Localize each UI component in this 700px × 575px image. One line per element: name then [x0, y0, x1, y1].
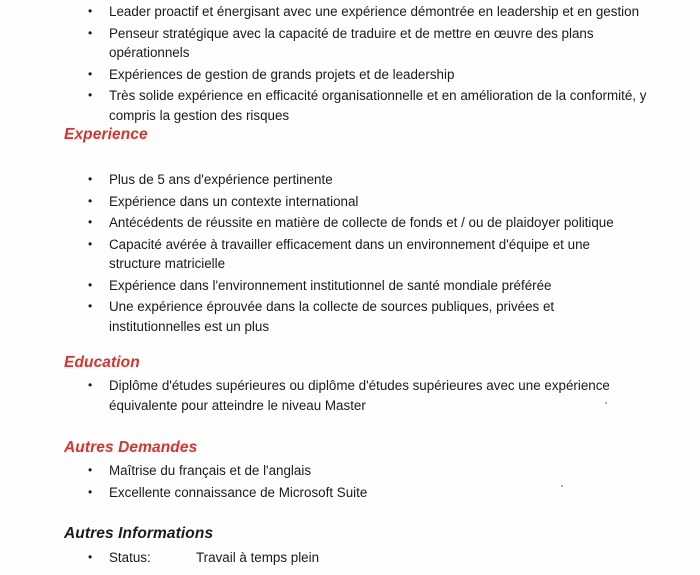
bullet-icon: •	[88, 277, 93, 292]
scan-speck	[605, 402, 607, 404]
bullet-icon: •	[88, 215, 93, 229]
bullet-icon: •	[88, 463, 93, 477]
list-item	[0, 2, 700, 22]
autres-demandes-heading: Autres Demandes	[64, 439, 198, 456]
bullet-icon: •	[88, 378, 93, 392]
status-label: Status:	[109, 550, 151, 565]
list-item	[0, 297, 700, 336]
list-item-text: Une expérience éprouvée dans la collecte de sources publiques, privées et institutionnelles est un plus	[109, 299, 555, 334]
bullet-icon: •	[88, 25, 93, 40]
list-item-text: Expérience dans un contexte international	[109, 193, 359, 209]
top-bullet-list	[0, 2, 700, 127]
bullet-icon: •	[88, 193, 93, 208]
list-item-text: Penseur stratégique avec la capacité de traduire et de mettre en œuvre des plans opérationnels	[109, 25, 594, 60]
bullet-icon: •	[88, 550, 93, 564]
scan-speck	[561, 485, 563, 487]
bullet-icon: •	[88, 4, 93, 18]
list-item-text: Antécédents de réussite en matière de collecte de fonds et / ou de plaidoyer politique	[109, 215, 614, 230]
education-heading: Education	[64, 354, 140, 371]
list-item-text: Leader proactif et énergisant avec une expérience démontrée en leadership et en gestion	[109, 4, 640, 19]
experience-bullet-list	[0, 170, 700, 338]
education-bullet-list	[0, 376, 700, 417]
list-item-text: Très solide expérience en efficacité organisationnelle et en amélioration de la conformité, y compris la gestion des risques	[109, 88, 647, 123]
status-value: Travail à temps plein	[196, 550, 320, 565]
list-item	[0, 376, 700, 415]
list-item	[0, 235, 700, 274]
list-item	[0, 461, 700, 481]
bullet-icon: •	[88, 299, 93, 313]
list-item-text: Diplôme d'études supérieures ou diplôme d'études supérieures avec une expérience équivalente pour atteindre le niveau Master	[109, 378, 610, 413]
list-item	[0, 192, 700, 212]
list-item-text: Expériences de gestion de grands projets et de leadership	[109, 66, 455, 82]
list-item-text: Expérience dans l'environnement institutionnel de santé mondiale préférée	[109, 277, 552, 293]
list-item	[0, 170, 700, 190]
list-item-text: Plus de 5 ans d'expérience pertinente	[109, 172, 333, 187]
list-item	[0, 24, 700, 63]
list-item-text: Maîtrise du français et de l'anglais	[109, 463, 312, 478]
list-item-text: Capacité avérée à travailler efficacement dans un environnement d'équipe et une structure matricielle	[109, 236, 590, 271]
autres-demandes-bullet-list	[0, 461, 700, 504]
bullet-icon: •	[88, 484, 93, 499]
bullet-icon: •	[88, 236, 93, 251]
list-item	[0, 213, 700, 233]
list-item-text: Excellente connaissance de Microsoft Suite	[109, 484, 368, 500]
bullet-icon: •	[88, 66, 93, 81]
list-item	[0, 86, 700, 125]
list-item	[0, 276, 700, 296]
autres-informations-heading: Autres Informations	[64, 525, 214, 542]
experience-heading: Experience	[64, 126, 148, 143]
list-item	[0, 65, 700, 85]
bullet-icon: •	[88, 172, 93, 186]
list-item	[0, 483, 700, 503]
bullet-icon: •	[88, 88, 93, 102]
